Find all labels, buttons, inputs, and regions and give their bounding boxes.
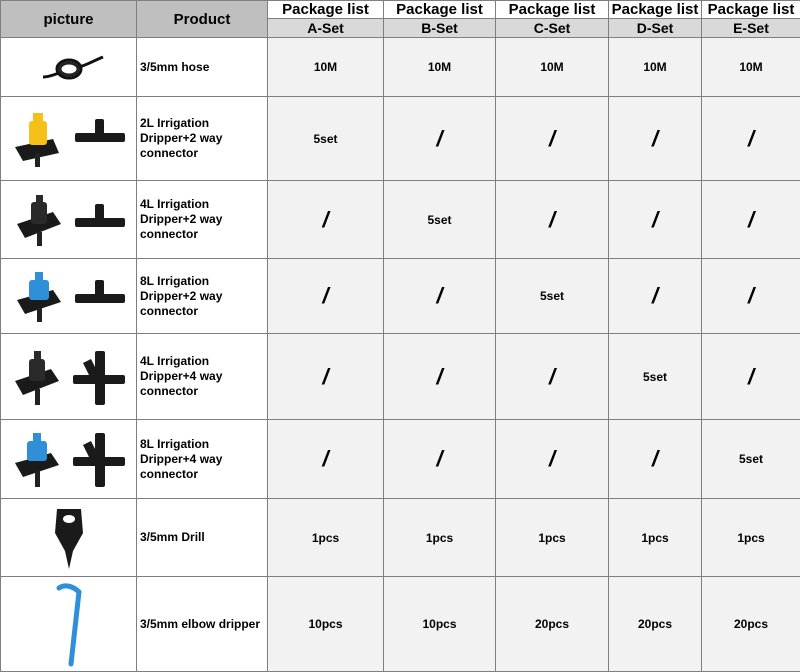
blue-dripper-and-4way-connector-icon <box>9 427 129 491</box>
value-cell: / <box>609 259 702 334</box>
table-row <box>1 97 800 181</box>
table-row <box>1 334 800 420</box>
value-cell: 10M <box>609 38 702 97</box>
hose-coil-icon <box>29 47 109 87</box>
value-cell: 20pcs <box>609 577 702 672</box>
value-cell: 5set <box>496 259 609 334</box>
value-cell: / <box>496 420 609 499</box>
value-cell: / <box>268 259 384 334</box>
value-cell: / <box>268 181 384 259</box>
value-cell: 10pcs <box>268 577 384 672</box>
product-name: 4L Irrigation Dripper+4 way connector <box>137 334 268 420</box>
value-cell: 5set <box>702 420 800 499</box>
blue-dripper-and-2way-connector-icon <box>9 268 129 324</box>
value-cell: / <box>268 420 384 499</box>
package-list-header-c: Package list <box>496 1 609 19</box>
value-cell: / <box>384 334 496 420</box>
product-name: 4L Irrigation Dripper+2 way connector <box>137 181 268 259</box>
value-cell: 5set <box>384 181 496 259</box>
value-cell: 5set <box>268 97 384 181</box>
yellow-dripper-and-2way-connector-icon <box>9 109 129 169</box>
product-image-cell <box>1 577 137 672</box>
product-name: 8L Irrigation Dripper+4 way connector <box>137 420 268 499</box>
value-cell: / <box>496 97 609 181</box>
set-header-b: B-Set <box>384 19 496 38</box>
table-row <box>1 181 800 259</box>
value-cell: / <box>609 97 702 181</box>
product-image-cell <box>1 259 137 334</box>
value-cell: 10M <box>702 38 800 97</box>
product-header: Product <box>137 1 268 38</box>
value-cell: 1pcs <box>609 499 702 577</box>
value-cell: / <box>702 334 800 420</box>
package-list-header-d: Package list <box>609 1 702 19</box>
value-cell: / <box>384 97 496 181</box>
value-cell: 10pcs <box>384 577 496 672</box>
product-image-cell <box>1 499 137 577</box>
value-cell: / <box>496 181 609 259</box>
product-image-cell <box>1 420 137 499</box>
value-cell: / <box>702 181 800 259</box>
value-cell: 10M <box>268 38 384 97</box>
table-row <box>1 38 800 97</box>
product-image-cell <box>1 38 137 97</box>
package-list-header-e: Package list <box>702 1 800 19</box>
product-name: 8L Irrigation Dripper+2 way connector <box>137 259 268 334</box>
product-name: 2L Irrigation Dripper+2 way connector <box>137 97 268 181</box>
value-cell: 10M <box>384 38 496 97</box>
value-cell: 10M <box>496 38 609 97</box>
black-dripper-and-4way-connector-icon <box>9 345 129 409</box>
value-cell: 5set <box>609 334 702 420</box>
value-cell: / <box>609 181 702 259</box>
table-row <box>1 499 800 577</box>
black-dripper-and-2way-connector-icon <box>9 192 129 248</box>
product-name: 3/5mm Drill <box>137 499 268 577</box>
value-cell: 1pcs <box>702 499 800 577</box>
value-cell: / <box>496 334 609 420</box>
value-cell: 1pcs <box>384 499 496 577</box>
value-cell: / <box>609 420 702 499</box>
value-cell: 1pcs <box>496 499 609 577</box>
product-name: 3/5mm elbow dripper <box>137 577 268 672</box>
product-image-cell <box>1 97 137 181</box>
value-cell: 20pcs <box>496 577 609 672</box>
value-cell: / <box>268 334 384 420</box>
set-header-d: D-Set <box>609 19 702 38</box>
table-row <box>1 577 800 672</box>
blue-elbow-dripper-icon <box>29 580 109 668</box>
value-cell: 20pcs <box>702 577 800 672</box>
set-header-c: C-Set <box>496 19 609 38</box>
value-cell: / <box>384 259 496 334</box>
product-name: 3/5mm hose <box>137 38 268 97</box>
value-cell: / <box>384 420 496 499</box>
value-cell: / <box>702 259 800 334</box>
table-row <box>1 259 800 334</box>
hole-punch-drill-icon <box>39 503 99 573</box>
product-image-cell <box>1 181 137 259</box>
set-header-a: A-Set <box>268 19 384 38</box>
value-cell: / <box>702 97 800 181</box>
set-header-e: E-Set <box>702 19 800 38</box>
product-image-cell <box>1 334 137 420</box>
table-row <box>1 420 800 499</box>
value-cell: 1pcs <box>268 499 384 577</box>
package-list-header-a: Package list <box>268 1 384 19</box>
picture-header: picture <box>1 1 137 38</box>
package-list-header-b: Package list <box>384 1 496 19</box>
